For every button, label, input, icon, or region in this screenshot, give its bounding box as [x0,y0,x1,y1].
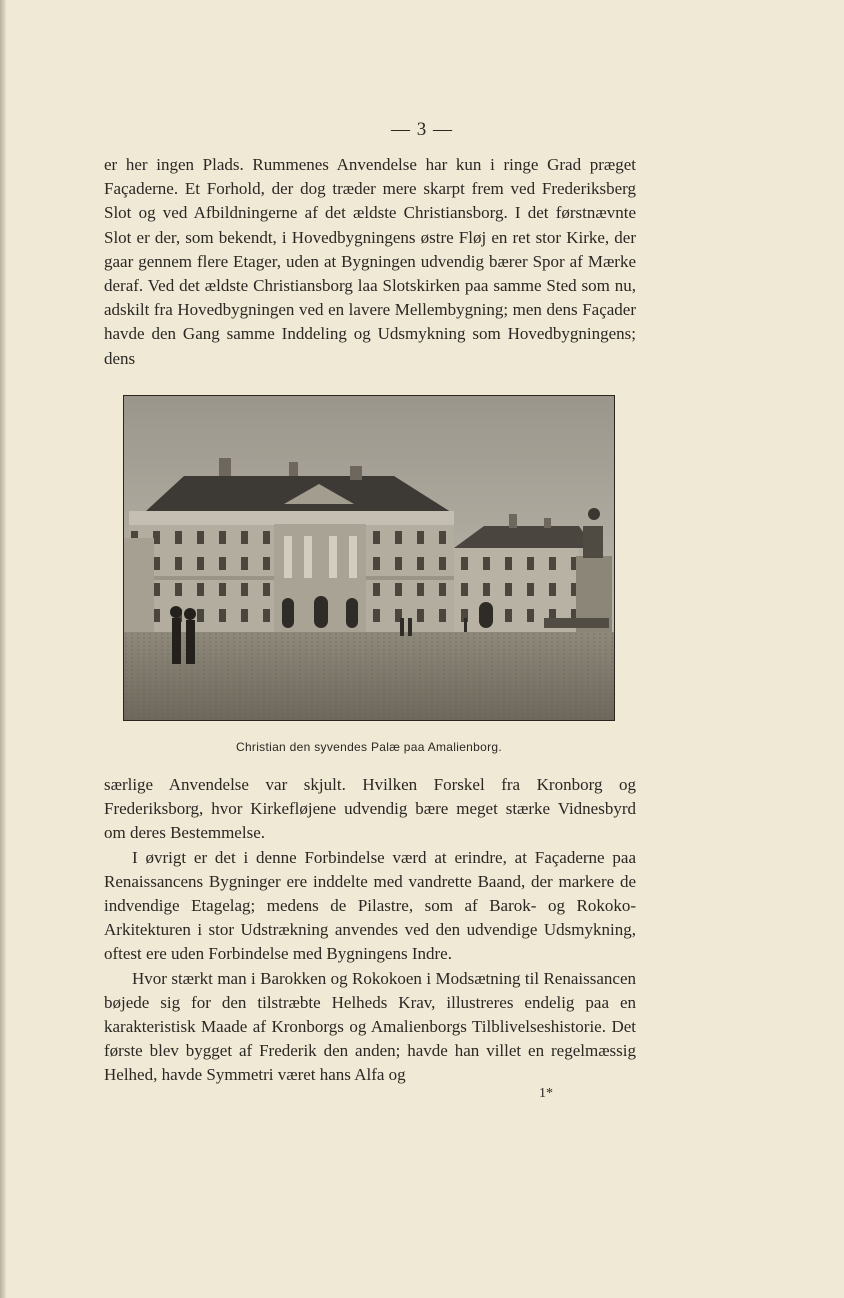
paragraph-three: Hvor stærkt man i Barokken og Rokokoen i Modsætning til Renaissancen bøjede sig for den tilstræbte Helheds Krav, illustreres endelig paa en karakteristisk Maade af Kronborgs og Amalienborgs Tilblivelseshistorie. Det første blev bygget af Frederik den anden; havde han villet en regelmæssig Helhed, havde Symmetri været hans Alfa og [104,968,636,1085]
photo-caption: Christian den syvendes Palæ paa Amalienborg. [235,740,502,754]
page-number: — 3 — [391,119,453,140]
paragraph-top: er her ingen Plads. Rummenes Anvendelse har kun i ringe Grad præget Façaderne. Et Forhold, der dog træder mere skarpt frem ved Frederiksberg Slot og ved Afbildningerne af det ældste Christiansborg. I det førstnævnte Slot er der, som bekendt, i Hovedbygningens østre Fløj en ret stor Kirke, der gaar gennem flere Etager, uden at Bygningen udvendig bærer Spor af Mærke deraf. Ved det ældste Christiansborg laa Slotskirken paa samme Sted som nu, adskilt fra Hovedbygningen ved en lavere Mellembygning; men dens Façader havde den Gang samme Inddeling og Udsmykning som Hovedbygningens; dens [104,155,636,368]
paragraph-two: I øvrigt er det i denne Forbindelse værd at erindre, at Façaderne paa Renaissancens Bygninger ere inddelte med vandrette Baand, der markere de indvendige Etagelag; medens de Pilastre, som af Barok- og Rokoko-Arkitekturen i stor Udstrækning anvendes ved den udvendige Udsmykning, oftest ere uden Forbindelse med Bygningens Indre. [104,847,636,964]
signature-mark: 1* [539,1086,553,1101]
body-paragraph [104,153,636,371]
palace-photograph [123,395,615,721]
page-edge [0,0,6,1298]
body-text-continued [104,773,636,1088]
paragraph-continue: særlige Anvendelse var skjult. Hvilken Forskel fra Kronborg og Frederiksborg, hvor Kirkefløjene udvendig bære meget stærke Vidnesbyrd om deres Bestemmelse. [104,775,636,843]
